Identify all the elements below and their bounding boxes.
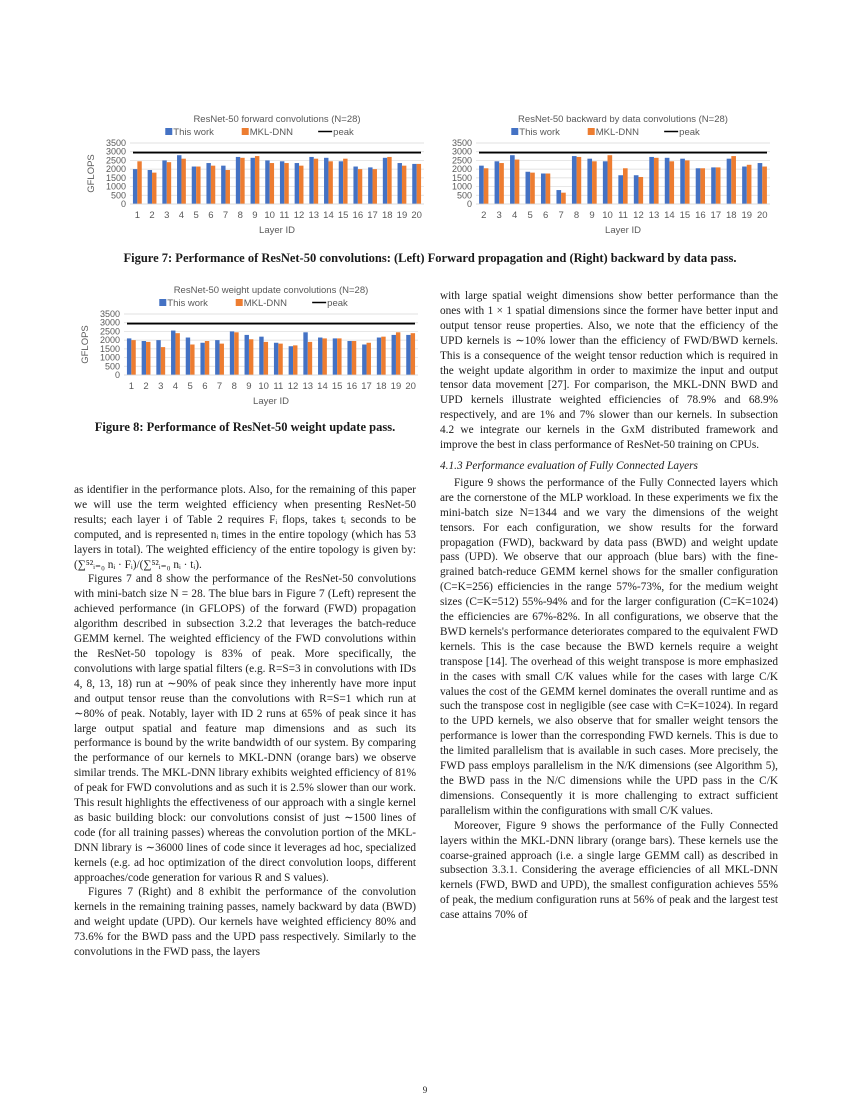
y-tick-label: 2500 (99, 326, 120, 337)
x-tick-label: 19 (390, 381, 402, 392)
y-tick-label: 2000 (451, 164, 472, 175)
bar-this-work (200, 343, 204, 375)
bar-this-work (324, 158, 328, 204)
bar-mkl-dnn (226, 170, 230, 204)
x-tick-label: 9 (589, 210, 595, 221)
y-tick-label: 3500 (451, 138, 472, 148)
x-tick-label: 4 (172, 381, 179, 392)
bar-this-work (353, 167, 357, 204)
bar-this-work (587, 159, 592, 204)
legend-label-this-work: This work (173, 127, 214, 138)
chart-title: ResNet-50 weight update convolutions (N=28) (173, 285, 369, 296)
bar-this-work (398, 163, 402, 204)
bar-mkl-dnn (381, 337, 385, 375)
bar-this-work (406, 335, 410, 375)
bar-this-work (245, 335, 249, 375)
x-tick-label: 9 (252, 210, 258, 221)
bar-this-work (649, 157, 654, 204)
legend-swatch-mkl (236, 299, 243, 306)
paragraph: Figures 7 and 8 show the performance of the ResNet-50 convolutions with mini-batch size N = 28. The blue bars in Figure 7 (Left) represent the achieved performance (in GFLOPS) of the forward (FWD) propagation algorithm described in subsection 3.2.2 that leverages the batch-reduce GEMM kernel. The weighted efficiency of the FWD convolutions within the ResNet-50 topology is 83% of peak. More specifically, the convolutions with large spatial filters (e.g. R=S=3 in convolutions with IDs 4, 8, 13, 18) run at ∼90% of peak since they inherently have more input and output tensor reuse than the convolutions with R=S=1 which run at ∼80% of peak. Notably, layer with ID 2 runs at 65% of peak since it has large output spatial and feature map dimensions and as such its performance is bound by the write bandwidth of our system. By comparing the performance of our kernels to MKL-DNN (orange bars) we observe similar trends. The MKL-DNN library exhibits weighted efficiency of 81% of peak for FWD convolutions and as such it is 2.5% slower than our work. This result highlights the effectiveness of our approach with a single kernel as basic building block: our convolutions consist of just ∼1500 lines of code (for all training passes) whereas the convolution portion of the MKL-DNN library is ∼36000 lines of code since it leverages ad hoc, specialized kernels (e.g. ad hoc optimization of the direct convolution loops, different approaches/code generation for various R and S values). (74, 573, 416, 884)
x-tick-label: 20 (756, 210, 768, 221)
legend-label-mkl: MKL-DNN (249, 127, 294, 138)
x-tick-label: 17 (710, 210, 722, 221)
bar-mkl-dnn (190, 345, 194, 376)
bar-mkl-dnn (608, 155, 613, 204)
y-tick-label: 1500 (99, 343, 120, 354)
x-tick-label: 16 (352, 210, 364, 221)
paragraph: Figures 7 (Right) and 8 exhibit the performance of the convolution kernels in the remaining training passes, namely backward by data (BWD) and weight update (UPD). Our kernels have weighted efficiency 80% and 73.6% for the BWD pass and the UPD pass respectively. Similarly to the convolutions in the FWD pass, the layers (74, 886, 416, 959)
x-tick-label: 16 (695, 210, 706, 221)
bar-this-work (192, 167, 196, 204)
legend-swatch-this-work (165, 128, 172, 135)
bar-this-work (383, 158, 387, 204)
bar-this-work (603, 161, 608, 204)
x-tick-label: 9 (246, 381, 252, 392)
bar-this-work (556, 190, 561, 204)
x-tick-label: 14 (664, 210, 675, 221)
x-tick-label: 6 (202, 381, 208, 392)
legend-swatch-this-work (159, 299, 166, 306)
x-tick-label: 6 (208, 210, 214, 221)
x-tick-label: 2 (481, 210, 487, 221)
bar-this-work (133, 169, 137, 204)
bar-mkl-dnn (561, 193, 566, 204)
chart-legend (159, 298, 348, 309)
x-tick-label: 2 (143, 381, 149, 392)
y-axis-label: GFLOPS (80, 325, 91, 364)
paragraph: as identifier in the performance plots. Also, for the remaining of this paper we will use the term weighted efficiency when presenting ResNet-50 results; each layer i of Table 2 requires Fᵢ flops, takes tᵢ seconds to be computed, and is represented nᵢ times in the entire topology (which has 53 layers in total). The weighted efficiency of the entire topology is given by: (∑⁵²ᵢ₌₀ nᵢ · Fᵢ)/(∑⁵²ᵢ₌₀ nᵢ · tᵢ). (74, 484, 416, 571)
bar-mkl-dnn (592, 161, 597, 204)
y-tick-label: 3000 (451, 146, 472, 157)
bar-this-work (142, 341, 146, 375)
bar-mkl-dnn (530, 173, 535, 204)
bar-mkl-dnn (417, 164, 421, 204)
x-tick-label: 13 (648, 210, 660, 221)
legend-label-this-work: This work (519, 127, 560, 138)
x-tick-label: 18 (726, 210, 737, 221)
bar-mkl-dnn (716, 167, 721, 204)
paragraph: with large spatial weight dimensions show better performance than the ones with 1 × 1 spatial dimensions since the former have better input and output tensor reuse properties. Also, we note that the efficiency of the UPD kernels is ∼10% lower than the efficiency of FWD/BWD kernels. This is a consequence of the weight tensor reduction which is required in the weight update algorithm in order to maximize the input and output tensor data movement [27]. For comparison, the MKL-DNN BWD and UPD kernels illustrate weighted efficiencies of 78.9% and 68.9% respectively, and are 1% and 7% slower than our kernels. In subsection 4.2 we integrate our kernels in the GxM distributed framework and improve the best in class performance of ResNet-50 training on CPUs. (440, 290, 778, 452)
bar-this-work (572, 156, 577, 204)
y-tick-label: 2500 (451, 155, 472, 166)
bar-mkl-dnn (700, 168, 705, 204)
bar-this-work (171, 331, 175, 375)
x-tick-label: 3 (496, 210, 502, 221)
bar-mkl-dnn (175, 333, 179, 375)
legend-swatch-mkl (588, 128, 595, 135)
bar-this-work (127, 338, 131, 375)
x-tick-label: 20 (411, 210, 422, 221)
x-tick-label: 8 (573, 210, 580, 221)
bar-mkl-dnn (352, 341, 356, 375)
bar-mkl-dnn (314, 159, 318, 204)
x-tick-label: 17 (367, 210, 378, 221)
y-tick-label: 0 (120, 199, 126, 209)
bar-this-work (541, 174, 546, 205)
x-tick-label: 7 (222, 210, 229, 221)
legend-label-this-work: This work (167, 298, 208, 309)
bar-this-work (495, 161, 500, 204)
legend-swatch-this-work (511, 128, 518, 135)
bar-this-work (274, 343, 278, 375)
x-tick-label: 20 (405, 381, 416, 392)
x-tick-label: 5 (193, 210, 199, 221)
bar-mkl-dnn (234, 332, 238, 375)
bar-mkl-dnn (337, 338, 341, 375)
bar-this-work (479, 166, 484, 204)
x-tick-label: 19 (741, 210, 753, 221)
legend-label-peak: peak (327, 298, 348, 309)
x-axis-label: Layer ID (259, 225, 295, 236)
y-tick-label: 3500 (99, 309, 120, 319)
bar-mkl-dnn (762, 167, 767, 204)
bar-mkl-dnn (220, 344, 224, 375)
y-tick-label: 1500 (451, 172, 472, 183)
x-tick-label: 12 (633, 210, 644, 221)
bar-this-work (230, 331, 234, 375)
bar-this-work (318, 338, 322, 375)
legend-swatch-mkl (242, 128, 249, 135)
chart-weight-update (74, 279, 424, 419)
bar-this-work (236, 157, 240, 204)
bar-mkl-dnn (181, 159, 185, 204)
x-tick-label: 18 (381, 210, 393, 221)
x-tick-label: 3 (164, 210, 170, 221)
x-tick-label: 11 (279, 210, 290, 221)
chart-fwd-convolutions (80, 108, 430, 248)
bar-mkl-dnn (299, 166, 303, 204)
bar-this-work (221, 166, 225, 204)
bar-this-work (665, 158, 670, 204)
x-tick-label: 1 (128, 381, 134, 392)
bar-mkl-dnn (205, 341, 209, 375)
y-tick-label: 500 (456, 190, 472, 201)
x-tick-label: 4 (512, 210, 518, 221)
x-tick-label: 5 (527, 210, 533, 221)
figure7-caption: Figure 7: Performance of ResNet-50 convolutions: (Left) Forward propagation and (Right) backward by data pass. (123, 251, 737, 265)
x-tick-label: 15 (679, 210, 691, 221)
bar-mkl-dnn (343, 159, 347, 204)
bar-mkl-dnn (328, 161, 332, 204)
y-tick-label: 1500 (105, 172, 126, 183)
legend-label-peak: peak (333, 127, 354, 138)
y-tick-label: 3000 (99, 317, 120, 328)
bar-this-work (162, 160, 166, 204)
bar-mkl-dnn (499, 163, 504, 204)
x-tick-label: 13 (308, 210, 320, 221)
x-tick-label: 6 (542, 210, 549, 221)
bar-mkl-dnn (308, 342, 312, 375)
section-heading: 4.1.3 Performance evaluation of Fully Connected Layers (440, 459, 698, 472)
text-column-right (440, 289, 778, 923)
bar-this-work (696, 168, 701, 204)
y-tick-label: 500 (104, 361, 120, 372)
bar-mkl-dnn (387, 157, 391, 204)
bar-this-work (368, 167, 372, 204)
x-tick-label: 15 (337, 210, 349, 221)
y-tick-label: 3500 (105, 138, 126, 148)
bar-mkl-dnn (211, 166, 215, 204)
x-tick-label: 16 (346, 381, 358, 392)
bar-this-work (377, 338, 381, 375)
bar-mkl-dnn (546, 174, 551, 205)
x-tick-label: 13 (302, 381, 314, 392)
bar-mkl-dnn (367, 343, 371, 375)
bar-mkl-dnn (396, 332, 400, 375)
paragraph: Figure 9 shows the performance of the Fully Connected layers which are the cornerstone of the MLP workload. In these experiments we fix the mini-batch size N=1344 and we vary the dimensions of the weight tensors. For each configuration, we show results for the forward propagation (FWD), backward by data pass (BWD) and weight update pass (UPD). We observe that our approach (blue bars) with the fine-grained batch-reduce GEMM kernel shows for the smaller configuration (C=K=256) efficiencies in the range 57%-73%, for the medium weight sizes (C=K=512) 55%-94% and for the larger configuration (C=K=1024) the efficiencies are 67%-82%. In all configurations, we observe that the BWD kernels's performance deteriorates compared to the equivalent FWD kernels. This is the case because the BWD kernels require a weight transpose [14]. The overhead of this weight transpose is more emphasized in the cases with small C/K values while for the cases with large C/K values the cost of the GEMM kernel dominates the overall runtime and as such the transpose cost in negligible (see case with C=K=1024). In regard to the UPD kernels, we also observe that for smaller weight tensors the performance is lower than the corresponding FWD kernels. This is due to the limited parallelism that is available in such cases. More precisely, the FWD pass employs parallelism in the N/K dimensions (see Algorithm 5), the BWD pass in the N/C dimensions while the UPD pass in the C/K dimensions. Consequently it is more challenging to extract sufficient parallelism within the configurations with small C/K values. (440, 476, 778, 817)
x-axis-label: Layer ID (605, 225, 641, 236)
y-axis-label: GFLOPS (86, 154, 97, 193)
legend-label-peak: peak (679, 127, 700, 138)
y-tick-label: 1000 (99, 352, 120, 363)
bar-mkl-dnn (249, 339, 253, 375)
x-tick-label: 1 (134, 210, 140, 221)
bar-this-work (526, 172, 531, 204)
y-tick-label: 2000 (99, 335, 120, 346)
bar-this-work (392, 335, 396, 375)
x-tick-label: 4 (178, 210, 185, 221)
bar-mkl-dnn (623, 168, 628, 204)
x-tick-label: 8 (231, 381, 237, 392)
x-tick-label: 19 (396, 210, 408, 221)
bar-mkl-dnn (167, 162, 171, 204)
bar-mkl-dnn (293, 345, 297, 375)
bar-this-work (265, 160, 269, 204)
y-tick-label: 0 (114, 370, 120, 380)
y-tick-label: 2500 (105, 155, 126, 166)
bar-mkl-dnn (284, 163, 288, 204)
x-tick-label: 11 (273, 381, 284, 392)
bar-mkl-dnn (131, 340, 135, 375)
x-tick-label: 7 (558, 210, 564, 221)
bar-this-work (362, 345, 366, 376)
bar-mkl-dnn (669, 161, 674, 204)
bar-mkl-dnn (484, 168, 489, 204)
bar-this-work (309, 157, 313, 204)
bar-mkl-dnn (264, 342, 268, 375)
bar-mkl-dnn (240, 158, 244, 204)
y-tick-label: 0 (466, 199, 472, 209)
bar-this-work (215, 340, 219, 375)
y-tick-label: 1000 (451, 181, 472, 192)
x-tick-label: 8 (237, 210, 243, 221)
x-tick-label: 14 (323, 210, 334, 221)
bar-this-work (412, 164, 416, 204)
y-tick-label: 3000 (105, 146, 126, 157)
bar-mkl-dnn (638, 177, 643, 204)
x-tick-label: 7 (216, 381, 223, 392)
bar-mkl-dnn (146, 342, 150, 375)
x-tick-label: 2 (149, 210, 155, 221)
x-tick-label: 3 (158, 381, 164, 392)
bar-this-work (339, 161, 343, 204)
text-column-left (74, 483, 416, 960)
bar-mkl-dnn (196, 167, 200, 204)
bar-this-work (333, 338, 337, 375)
bar-this-work (280, 161, 284, 204)
chart-legend (511, 127, 700, 138)
bar-mkl-dnn (515, 160, 520, 204)
bar-mkl-dnn (654, 158, 659, 204)
x-tick-label: 12 (287, 381, 299, 392)
bar-mkl-dnn (137, 161, 141, 204)
paragraph: Moreover, Figure 9 shows the performance of the Fully Connected layers within the MKL-DNN library (orange bars). These kernels use the coarse-grained approach (i.e. a single large GEMM call) as described in subsection 3.3.1. Considering the average efficiencies of all MKL-DNN kernels (FWD, BWD and UPD), the smallest configuration achieves 55% of peak, the medium configuration runs at 56% of peak and the largest test case attains 70% of (440, 819, 778, 922)
x-tick-label: 18 (375, 381, 387, 392)
bar-this-work (251, 158, 255, 204)
x-tick-label: 10 (258, 381, 269, 392)
bar-this-work (206, 163, 210, 204)
bar-mkl-dnn (152, 173, 156, 204)
bar-this-work (177, 155, 181, 204)
chart-title: ResNet-50 forward convolutions (N=28) (193, 114, 361, 125)
bar-mkl-dnn (731, 156, 736, 204)
y-tick-label: 1000 (105, 181, 126, 192)
x-axis-label: Layer ID (253, 396, 289, 407)
bar-mkl-dnn (747, 165, 752, 204)
bar-this-work (711, 167, 716, 204)
bar-this-work (289, 346, 293, 375)
bar-mkl-dnn (402, 166, 406, 204)
bar-mkl-dnn (255, 156, 259, 204)
x-tick-label: 11 (618, 210, 628, 221)
chart-title: ResNet-50 backward by data convolutions (N=28) (518, 114, 728, 125)
y-tick-label: 2000 (105, 164, 126, 175)
bar-this-work (758, 163, 763, 204)
bar-this-work (186, 338, 190, 375)
x-tick-label: 14 (317, 381, 328, 392)
bar-this-work (618, 175, 623, 204)
bar-this-work (295, 163, 299, 204)
x-tick-label: 15 (331, 381, 343, 392)
bar-this-work (303, 332, 307, 375)
bar-mkl-dnn (270, 163, 274, 204)
x-tick-label: 10 (602, 210, 613, 221)
bar-mkl-dnn (278, 344, 282, 375)
bar-this-work (156, 340, 160, 375)
x-tick-label: 5 (187, 381, 193, 392)
bar-mkl-dnn (358, 169, 362, 204)
x-tick-label: 17 (361, 381, 372, 392)
bar-mkl-dnn (161, 347, 165, 375)
bar-this-work (510, 155, 515, 204)
bar-this-work (634, 175, 639, 204)
chart-bwd-convolutions (436, 108, 776, 248)
bar-this-work (680, 159, 685, 204)
legend-label-mkl: MKL-DNN (595, 127, 640, 138)
x-tick-label: 12 (293, 210, 305, 221)
page-number: 9 (422, 1085, 428, 1095)
figure8-caption: Figure 8: Performance of ResNet-50 weight update pass. (94, 420, 396, 434)
bar-this-work (148, 170, 152, 204)
bar-mkl-dnn (685, 160, 690, 204)
bar-this-work (727, 159, 732, 204)
bar-mkl-dnn (411, 333, 415, 375)
y-tick-label: 500 (110, 190, 126, 201)
legend-label-mkl: MKL-DNN (243, 298, 288, 309)
x-tick-label: 10 (264, 210, 275, 221)
bar-this-work (259, 337, 263, 375)
bar-this-work (742, 167, 747, 204)
bar-this-work (347, 341, 351, 375)
bar-mkl-dnn (373, 169, 377, 204)
chart-legend (165, 127, 354, 138)
bar-mkl-dnn (322, 338, 326, 375)
bar-mkl-dnn (577, 157, 582, 204)
